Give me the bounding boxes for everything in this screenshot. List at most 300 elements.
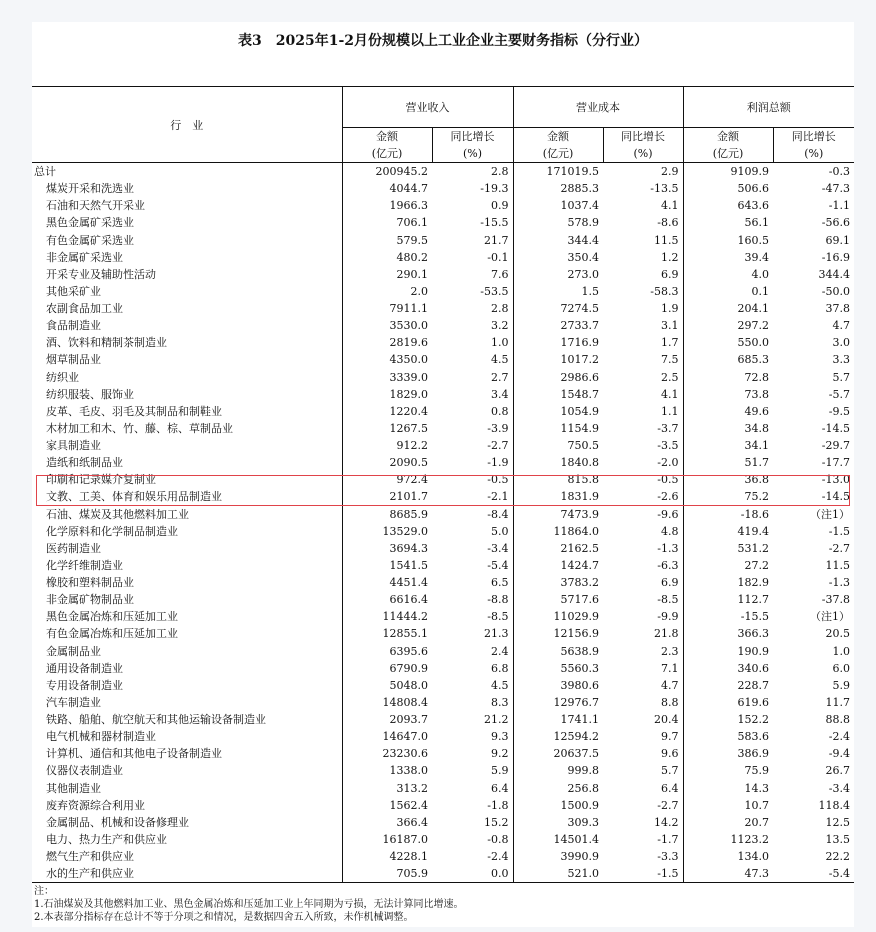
profit-growth-cell: 37.8 — [825, 302, 850, 316]
revenue-amount-cell: 705.9 — [342, 865, 432, 883]
profit-amount-cell: 619.6 — [683, 694, 773, 711]
revenue-amount-cell: 579.5 — [342, 232, 432, 249]
table-row — [32, 300, 854, 317]
industry-name: 金属制品业 — [46, 644, 101, 658]
cost-growth-cell: -9.6 — [657, 507, 679, 521]
profit-growth-cell: -13.0 — [821, 473, 850, 487]
revenue-growth-cell: 6.5 — [491, 576, 509, 590]
revenue-growth-cell: 3.2 — [491, 319, 509, 333]
cost-amount-cell: 1548.7 — [513, 386, 603, 403]
cost-growth-cell: -3.5 — [657, 439, 679, 453]
profit-amount-cell: 134.0 — [683, 848, 773, 865]
table-row — [32, 454, 854, 471]
industry-name: 汽车制造业 — [46, 695, 101, 709]
cost-growth-cell: 8.8 — [661, 695, 679, 709]
cost-amount-cell: 344.4 — [513, 232, 603, 249]
revenue-growth-cell: 21.7 — [484, 233, 509, 247]
profit-growth-cell: 11.5 — [825, 558, 850, 572]
industry-name: 印刷和记录媒介复制业 — [46, 473, 156, 487]
revenue-amount-cell: 1267.5 — [342, 420, 432, 437]
profit-growth-cell: -37.8 — [821, 593, 850, 607]
table-row — [32, 471, 854, 488]
revenue-amount-cell: 2093.7 — [342, 711, 432, 728]
industry-name: 橡胶和塑料制品业 — [46, 576, 134, 590]
cost-amount-cell: 12976.7 — [513, 694, 603, 711]
profit-amount-cell: 0.1 — [683, 283, 773, 300]
profit-growth-cell: 3.3 — [832, 353, 850, 367]
revenue-growth-cell: 7.6 — [491, 267, 509, 281]
industry-name: 金属制品、机械和设备修理业 — [46, 815, 189, 829]
revenue-amount-cell: 1338.0 — [342, 762, 432, 779]
revenue-growth-cell: 21.2 — [484, 713, 509, 727]
profit-amount-cell: 75.2 — [683, 488, 773, 505]
revenue-amount-cell: 1541.5 — [342, 557, 432, 574]
profit-amount-cell: 34.8 — [683, 420, 773, 437]
cost-amount-cell: 3783.2 — [513, 574, 603, 591]
cost-amount-cell: 1500.9 — [513, 797, 603, 814]
profit-amount-cell: 10.7 — [683, 797, 773, 814]
industry-name: 医药制造业 — [46, 541, 101, 555]
revenue-growth-cell: 0.9 — [491, 199, 509, 213]
profit-amount-cell: 20.7 — [683, 814, 773, 831]
profit-amount-cell: 182.9 — [683, 574, 773, 591]
cost-growth-cell: 1.1 — [661, 404, 679, 418]
profit-amount-cell: 72.8 — [683, 369, 773, 386]
revenue-growth-cell: 6.8 — [491, 661, 509, 675]
profit-amount-cell: 228.7 — [683, 677, 773, 694]
cost-amount-cell: 1840.8 — [513, 454, 603, 471]
industry-name: 计算机、通信和其他电子设备制造业 — [46, 747, 222, 761]
revenue-growth-cell: 5.0 — [491, 524, 509, 538]
cost-growth-header: 同比增长 — [603, 128, 683, 146]
industry-name: 电气机械和器材制造业 — [46, 730, 156, 744]
revenue-growth-cell: -3.4 — [487, 541, 509, 555]
cost-amount-cell: 1037.4 — [513, 197, 603, 214]
profit-growth-cell: -56.6 — [821, 216, 850, 230]
financial-indicators-table — [32, 86, 854, 883]
industry-name: 铁路、船舶、航空航天和其他运输设备制造业 — [46, 713, 266, 727]
revenue-amount-cell: 6616.4 — [342, 591, 432, 608]
table-row — [32, 677, 854, 694]
cost-growth-cell: 4.7 — [661, 678, 679, 692]
profit-growth-cell: -16.9 — [821, 250, 850, 264]
profit-growth-cell: 22.2 — [825, 850, 850, 864]
revenue-growth-cell: -1.9 — [487, 456, 509, 470]
note-1: 1.石油煤炭及其他燃料加工业、黑色金属冶炼和压延加工业上年同期为亏损，无法计算同比增速。 — [34, 899, 464, 910]
revenue-amount-cell: 4451.4 — [342, 574, 432, 591]
profit-amount-cell: -15.5 — [683, 608, 773, 625]
revenue-amount-cell: 14808.4 — [342, 694, 432, 711]
table-row — [32, 540, 854, 557]
revenue-amount-cell: 1829.0 — [342, 386, 432, 403]
revenue-amount-header: 金额 — [342, 128, 432, 146]
cost-growth-cell: 1.9 — [661, 302, 679, 316]
industry-name: 通用设备制造业 — [46, 661, 123, 675]
industry-name: 造纸和纸制品业 — [46, 456, 123, 470]
industry-header: 行 业 — [32, 87, 342, 163]
revenue-header: 营业收入 — [342, 87, 513, 128]
cost-growth-cell: 9.6 — [661, 747, 679, 761]
profit-amount-cell: 204.1 — [683, 300, 773, 317]
cost-growth-cell: 6.9 — [661, 267, 679, 281]
cost-amount-cell: 1017.2 — [513, 351, 603, 368]
revenue-amount-cell: 912.2 — [342, 437, 432, 454]
revenue-growth-cell: 9.3 — [491, 730, 509, 744]
profit-growth-cell: 88.8 — [825, 713, 850, 727]
cost-growth-cell: 9.7 — [661, 730, 679, 744]
profit-growth-cell: -47.3 — [821, 182, 850, 196]
profit-growth-cell: 26.7 — [825, 764, 850, 778]
industry-name: 化学原料和化学制品制造业 — [46, 524, 178, 538]
industry-name: 开采专业及辅助性活动 — [46, 267, 156, 281]
profit-growth-cell: 6.0 — [832, 661, 850, 675]
cost-growth-cell: -3.3 — [657, 850, 679, 864]
table-row — [32, 728, 854, 745]
revenue-growth-cell: 4.5 — [491, 353, 509, 367]
industry-name: 纺织服装、服饰业 — [46, 387, 134, 401]
cost-amount-cell: 350.4 — [513, 249, 603, 266]
revenue-amount-unit: (亿元) — [342, 145, 432, 163]
table-row — [32, 814, 854, 831]
revenue-growth-cell: 1.0 — [491, 336, 509, 350]
cost-growth-cell: -0.5 — [657, 473, 679, 487]
industry-name: 皮革、毛皮、羽毛及其制品和制鞋业 — [46, 404, 222, 418]
revenue-amount-cell: 6790.9 — [342, 660, 432, 677]
profit-amount-cell: 75.9 — [683, 762, 773, 779]
cost-growth-cell: 6.9 — [661, 576, 679, 590]
industry-name: 家具制造业 — [46, 439, 101, 453]
cost-growth-cell: 2.3 — [661, 644, 679, 658]
profit-growth-cell: -5.7 — [828, 387, 850, 401]
revenue-growth-cell: -8.5 — [487, 610, 509, 624]
cost-amount-cell: 2162.5 — [513, 540, 603, 557]
profit-amount-unit: (亿元) — [683, 145, 773, 163]
cost-amount-cell: 12594.2 — [513, 728, 603, 745]
profit-growth-cell: 5.9 — [832, 678, 850, 692]
industry-name: 农副食品加工业 — [46, 302, 123, 316]
cost-amount-cell: 3980.6 — [513, 677, 603, 694]
industry-name: 有色金属冶炼和压延加工业 — [46, 627, 178, 641]
industry-name: 燃气生产和供应业 — [46, 850, 134, 864]
revenue-amount-cell: 12855.1 — [342, 625, 432, 642]
profit-amount-cell: 643.6 — [683, 197, 773, 214]
revenue-growth-cell: -8.8 — [487, 593, 509, 607]
cost-amount-cell: 2733.7 — [513, 317, 603, 334]
profit-amount-cell: 190.9 — [683, 643, 773, 660]
profit-growth-cell: -50.0 — [821, 284, 850, 298]
profit-growth-cell: -0.3 — [828, 165, 850, 179]
profit-growth-cell: 118.4 — [818, 798, 850, 812]
profit-header: 利润总额 — [683, 87, 854, 128]
table-row — [32, 351, 854, 368]
profit-amount-cell: 51.7 — [683, 454, 773, 471]
revenue-growth-header: 同比增长 — [432, 128, 513, 146]
revenue-growth-cell: -3.9 — [487, 421, 509, 435]
profit-growth-cell: -1.5 — [828, 524, 850, 538]
profit-growth-cell: （注1） — [810, 610, 850, 624]
profit-growth-cell: 3.0 — [832, 336, 850, 350]
industry-name: 非金属矿采选业 — [46, 250, 123, 264]
cost-growth-cell: 4.1 — [661, 199, 679, 213]
cost-amount-cell: 309.3 — [513, 814, 603, 831]
revenue-growth-cell: -8.4 — [487, 507, 509, 521]
table-row — [32, 488, 854, 505]
revenue-growth-cell: 9.2 — [491, 747, 509, 761]
cost-amount-cell: 20637.5 — [513, 745, 603, 762]
revenue-growth-cell: -2.4 — [487, 850, 509, 864]
revenue-amount-cell: 3339.0 — [342, 369, 432, 386]
revenue-amount-cell: 4350.0 — [342, 351, 432, 368]
profit-growth-cell: 13.5 — [825, 832, 850, 846]
cost-amount-cell: 1054.9 — [513, 403, 603, 420]
industry-name: 其他制造业 — [46, 781, 101, 795]
table-row — [32, 711, 854, 728]
profit-amount-cell: 39.4 — [683, 249, 773, 266]
revenue-growth-cell: 2.8 — [491, 165, 509, 179]
revenue-growth-cell: -19.3 — [480, 182, 509, 196]
profit-amount-header: 金额 — [683, 128, 773, 146]
revenue-amount-cell: 4228.1 — [342, 848, 432, 865]
revenue-growth-cell: 21.3 — [484, 627, 509, 641]
revenue-growth-cell: -5.4 — [487, 558, 509, 572]
table-row — [32, 232, 854, 249]
cost-amount-cell: 171019.5 — [513, 163, 603, 181]
table-row — [32, 745, 854, 762]
cost-growth-cell: 3.1 — [661, 319, 679, 333]
revenue-growth-cell: 2.7 — [491, 370, 509, 384]
profit-amount-cell: 14.3 — [683, 780, 773, 797]
table-notes — [34, 885, 864, 924]
revenue-growth-cell: 0.0 — [432, 865, 513, 883]
profit-amount-cell: 340.6 — [683, 660, 773, 677]
profit-amount-cell: 27.2 — [683, 557, 773, 574]
profit-growth-cell: （注1） — [810, 507, 850, 521]
profit-amount-cell: 152.2 — [683, 711, 773, 728]
cost-amount-cell: 5638.9 — [513, 643, 603, 660]
table-row — [32, 163, 854, 181]
revenue-amount-cell: 7911.1 — [342, 300, 432, 317]
revenue-amount-cell: 290.1 — [342, 266, 432, 283]
cost-amount-cell: 1154.9 — [513, 420, 603, 437]
profit-growth-cell: -29.7 — [821, 439, 850, 453]
table-row — [32, 848, 854, 865]
cost-amount-cell: 7274.5 — [513, 300, 603, 317]
cost-growth-cell: -9.9 — [657, 610, 679, 624]
revenue-growth-cell: -2.1 — [487, 490, 509, 504]
cost-growth-cell: 20.4 — [654, 713, 679, 727]
cost-amount-cell: 5717.6 — [513, 591, 603, 608]
revenue-amount-cell: 2090.5 — [342, 454, 432, 471]
table-row — [32, 386, 854, 403]
industry-name: 石油、煤炭及其他燃料加工业 — [46, 507, 189, 521]
profit-amount-cell: 9109.9 — [683, 163, 773, 181]
cost-growth-cell: 2.9 — [661, 165, 679, 179]
revenue-growth-cell: 5.9 — [491, 764, 509, 778]
table-row — [32, 660, 854, 677]
revenue-growth-cell: -15.5 — [480, 216, 509, 230]
cost-growth-cell: -1.3 — [657, 541, 679, 555]
revenue-amount-cell: 6395.6 — [342, 643, 432, 660]
profit-amount-cell: 112.7 — [683, 591, 773, 608]
revenue-amount-cell: 313.2 — [342, 780, 432, 797]
cost-amount-cell: 1.5 — [513, 283, 603, 300]
table-row — [32, 369, 854, 386]
cost-growth-cell: -58.3 — [650, 284, 679, 298]
revenue-growth-cell: 6.4 — [491, 781, 509, 795]
profit-growth-cell: 4.7 — [832, 319, 850, 333]
industry-name: 仪器仪表制造业 — [46, 764, 123, 778]
industry-name: 文教、工美、体育和娱乐用品制造业 — [46, 490, 222, 504]
profit-amount-cell: 531.2 — [683, 540, 773, 557]
revenue-growth-cell: 0.8 — [491, 404, 509, 418]
cost-growth-cell: -1.7 — [657, 832, 679, 846]
profit-amount-cell: 36.8 — [683, 471, 773, 488]
revenue-growth-cell: 8.3 — [491, 695, 509, 709]
table-row — [32, 523, 854, 540]
revenue-amount-cell: 13529.0 — [342, 523, 432, 540]
profit-amount-cell: 386.9 — [683, 745, 773, 762]
revenue-amount-cell: 366.4 — [342, 814, 432, 831]
industry-name: 黑色金属冶炼和压延加工业 — [46, 610, 178, 624]
profit-growth-cell: 12.5 — [825, 815, 850, 829]
revenue-growth-cell: -53.5 — [480, 284, 509, 298]
revenue-amount-cell: 3694.3 — [342, 540, 432, 557]
profit-growth-cell: -14.5 — [821, 421, 850, 435]
industry-name: 废弃资源综合利用业 — [46, 798, 145, 812]
table-row — [32, 591, 854, 608]
revenue-amount-cell: 4044.7 — [342, 180, 432, 197]
profit-growth-cell: -9.5 — [828, 404, 850, 418]
revenue-amount-cell: 1220.4 — [342, 403, 432, 420]
cost-growth-cell: 6.4 — [661, 781, 679, 795]
cost-growth-cell: -2.6 — [657, 490, 679, 504]
industry-name: 纺织业 — [46, 370, 79, 384]
profit-growth-cell: -5.4 — [773, 865, 854, 883]
cost-growth-cell: -2.7 — [657, 798, 679, 812]
profit-amount-cell: 1123.2 — [683, 831, 773, 848]
cost-growth-cell: -8.6 — [657, 216, 679, 230]
profit-growth-cell: 69.1 — [825, 233, 850, 247]
industry-name: 有色金属矿采选业 — [46, 233, 134, 247]
table-row — [32, 574, 854, 591]
cost-amount-unit: (亿元) — [513, 145, 603, 163]
table-row — [32, 180, 854, 197]
revenue-amount-cell: 480.2 — [342, 249, 432, 266]
cost-growth-cell: 1.7 — [661, 336, 679, 350]
table-row — [32, 214, 854, 231]
table-row — [32, 831, 854, 848]
table-row — [32, 557, 854, 574]
cost-growth-cell: 21.8 — [654, 627, 679, 641]
cost-amount-cell: 999.8 — [513, 762, 603, 779]
cost-growth-cell: 11.5 — [654, 233, 679, 247]
note-2: 2.本表部分指标存在总计不等于分项之和情况，是数据四舍五入所致，未作机械调整。 — [34, 912, 414, 923]
industry-name: 水的生产和供应业 — [32, 865, 342, 883]
revenue-amount-cell: 14647.0 — [342, 728, 432, 745]
profit-growth-cell: 344.4 — [818, 267, 850, 281]
revenue-growth-cell: 4.5 — [491, 678, 509, 692]
cost-amount-cell: 14501.4 — [513, 831, 603, 848]
cost-growth-cell: 14.2 — [654, 815, 679, 829]
industry-name: 石油和天然气开采业 — [46, 199, 145, 213]
cost-amount-cell: 2885.3 — [513, 180, 603, 197]
cost-amount-cell: 521.0 — [513, 865, 603, 883]
revenue-growth-cell: -0.5 — [487, 473, 509, 487]
notes-heading: 注： — [34, 886, 54, 897]
cost-growth-cell: 4.8 — [661, 524, 679, 538]
cost-growth-cell: -8.5 — [657, 593, 679, 607]
revenue-amount-cell: 972.4 — [342, 471, 432, 488]
industry-name: 烟草制品业 — [46, 353, 101, 367]
profit-amount-cell: 685.3 — [683, 351, 773, 368]
cost-amount-cell: 1716.9 — [513, 334, 603, 351]
industry-name: 酒、饮料和精制茶制造业 — [46, 336, 167, 350]
revenue-growth-cell: 15.2 — [484, 815, 509, 829]
revenue-amount-cell: 23230.6 — [342, 745, 432, 762]
table-row — [32, 197, 854, 214]
cost-growth-cell: -13.5 — [650, 182, 679, 196]
table-row — [32, 608, 854, 625]
industry-name: 专用设备制造业 — [46, 678, 123, 692]
profit-amount-cell: 506.6 — [683, 180, 773, 197]
profit-amount-cell: 366.3 — [683, 625, 773, 642]
cost-amount-cell: 7473.9 — [513, 506, 603, 523]
cost-amount-cell: 578.9 — [513, 214, 603, 231]
cost-growth-cell: -6.3 — [657, 558, 679, 572]
cost-growth-unit: (%) — [603, 145, 683, 163]
cost-growth-cell: 1.2 — [661, 250, 679, 264]
profit-amount-cell: -18.6 — [683, 506, 773, 523]
revenue-amount-cell: 8685.9 — [342, 506, 432, 523]
profit-amount-cell: 4.0 — [683, 266, 773, 283]
profit-growth-cell: -2.7 — [828, 541, 850, 555]
cost-amount-cell: 815.8 — [513, 471, 603, 488]
revenue-growth-cell: 2.8 — [491, 302, 509, 316]
industry-name: 煤炭开采和洗选业 — [46, 182, 134, 196]
profit-growth-cell: -14.5 — [821, 490, 850, 504]
industry-name: 黑色金属矿采选业 — [46, 216, 134, 230]
profit-amount-cell: 49.6 — [683, 403, 773, 420]
profit-growth-cell: -3.4 — [828, 781, 850, 795]
table-row — [32, 266, 854, 283]
cost-amount-header: 金额 — [513, 128, 603, 146]
table-row — [32, 506, 854, 523]
revenue-amount-cell: 3530.0 — [342, 317, 432, 334]
revenue-amount-cell: 1562.4 — [342, 797, 432, 814]
cost-growth-cell: 2.5 — [661, 370, 679, 384]
profit-growth-unit: (%) — [773, 145, 854, 163]
table-row — [32, 643, 854, 660]
table-title: 表3 2025年1-2月份规模以上工业企业主要财务指标（分行业） — [238, 33, 648, 49]
revenue-growth-cell: -1.8 — [487, 798, 509, 812]
profit-growth-cell: -1.3 — [828, 576, 850, 590]
revenue-amount-cell: 1966.3 — [342, 197, 432, 214]
profit-amount-cell: 34.1 — [683, 437, 773, 454]
industry-name: 木材加工和木、竹、藤、棕、草制品业 — [46, 421, 233, 435]
industry-name: 电力、热力生产和供应业 — [46, 832, 167, 846]
industry-name: 非金属矿物制品业 — [46, 593, 134, 607]
cost-amount-cell: 273.0 — [513, 266, 603, 283]
cost-amount-cell: 1741.1 — [513, 711, 603, 728]
cost-amount-cell: 11029.9 — [513, 608, 603, 625]
profit-amount-cell: 550.0 — [683, 334, 773, 351]
table-row — [32, 403, 854, 420]
revenue-amount-cell: 16187.0 — [342, 831, 432, 848]
table-row — [32, 283, 854, 300]
profit-growth-cell: 5.7 — [832, 370, 850, 384]
profit-growth-cell: 1.0 — [832, 644, 850, 658]
cost-growth-cell: -1.5 — [603, 865, 683, 883]
